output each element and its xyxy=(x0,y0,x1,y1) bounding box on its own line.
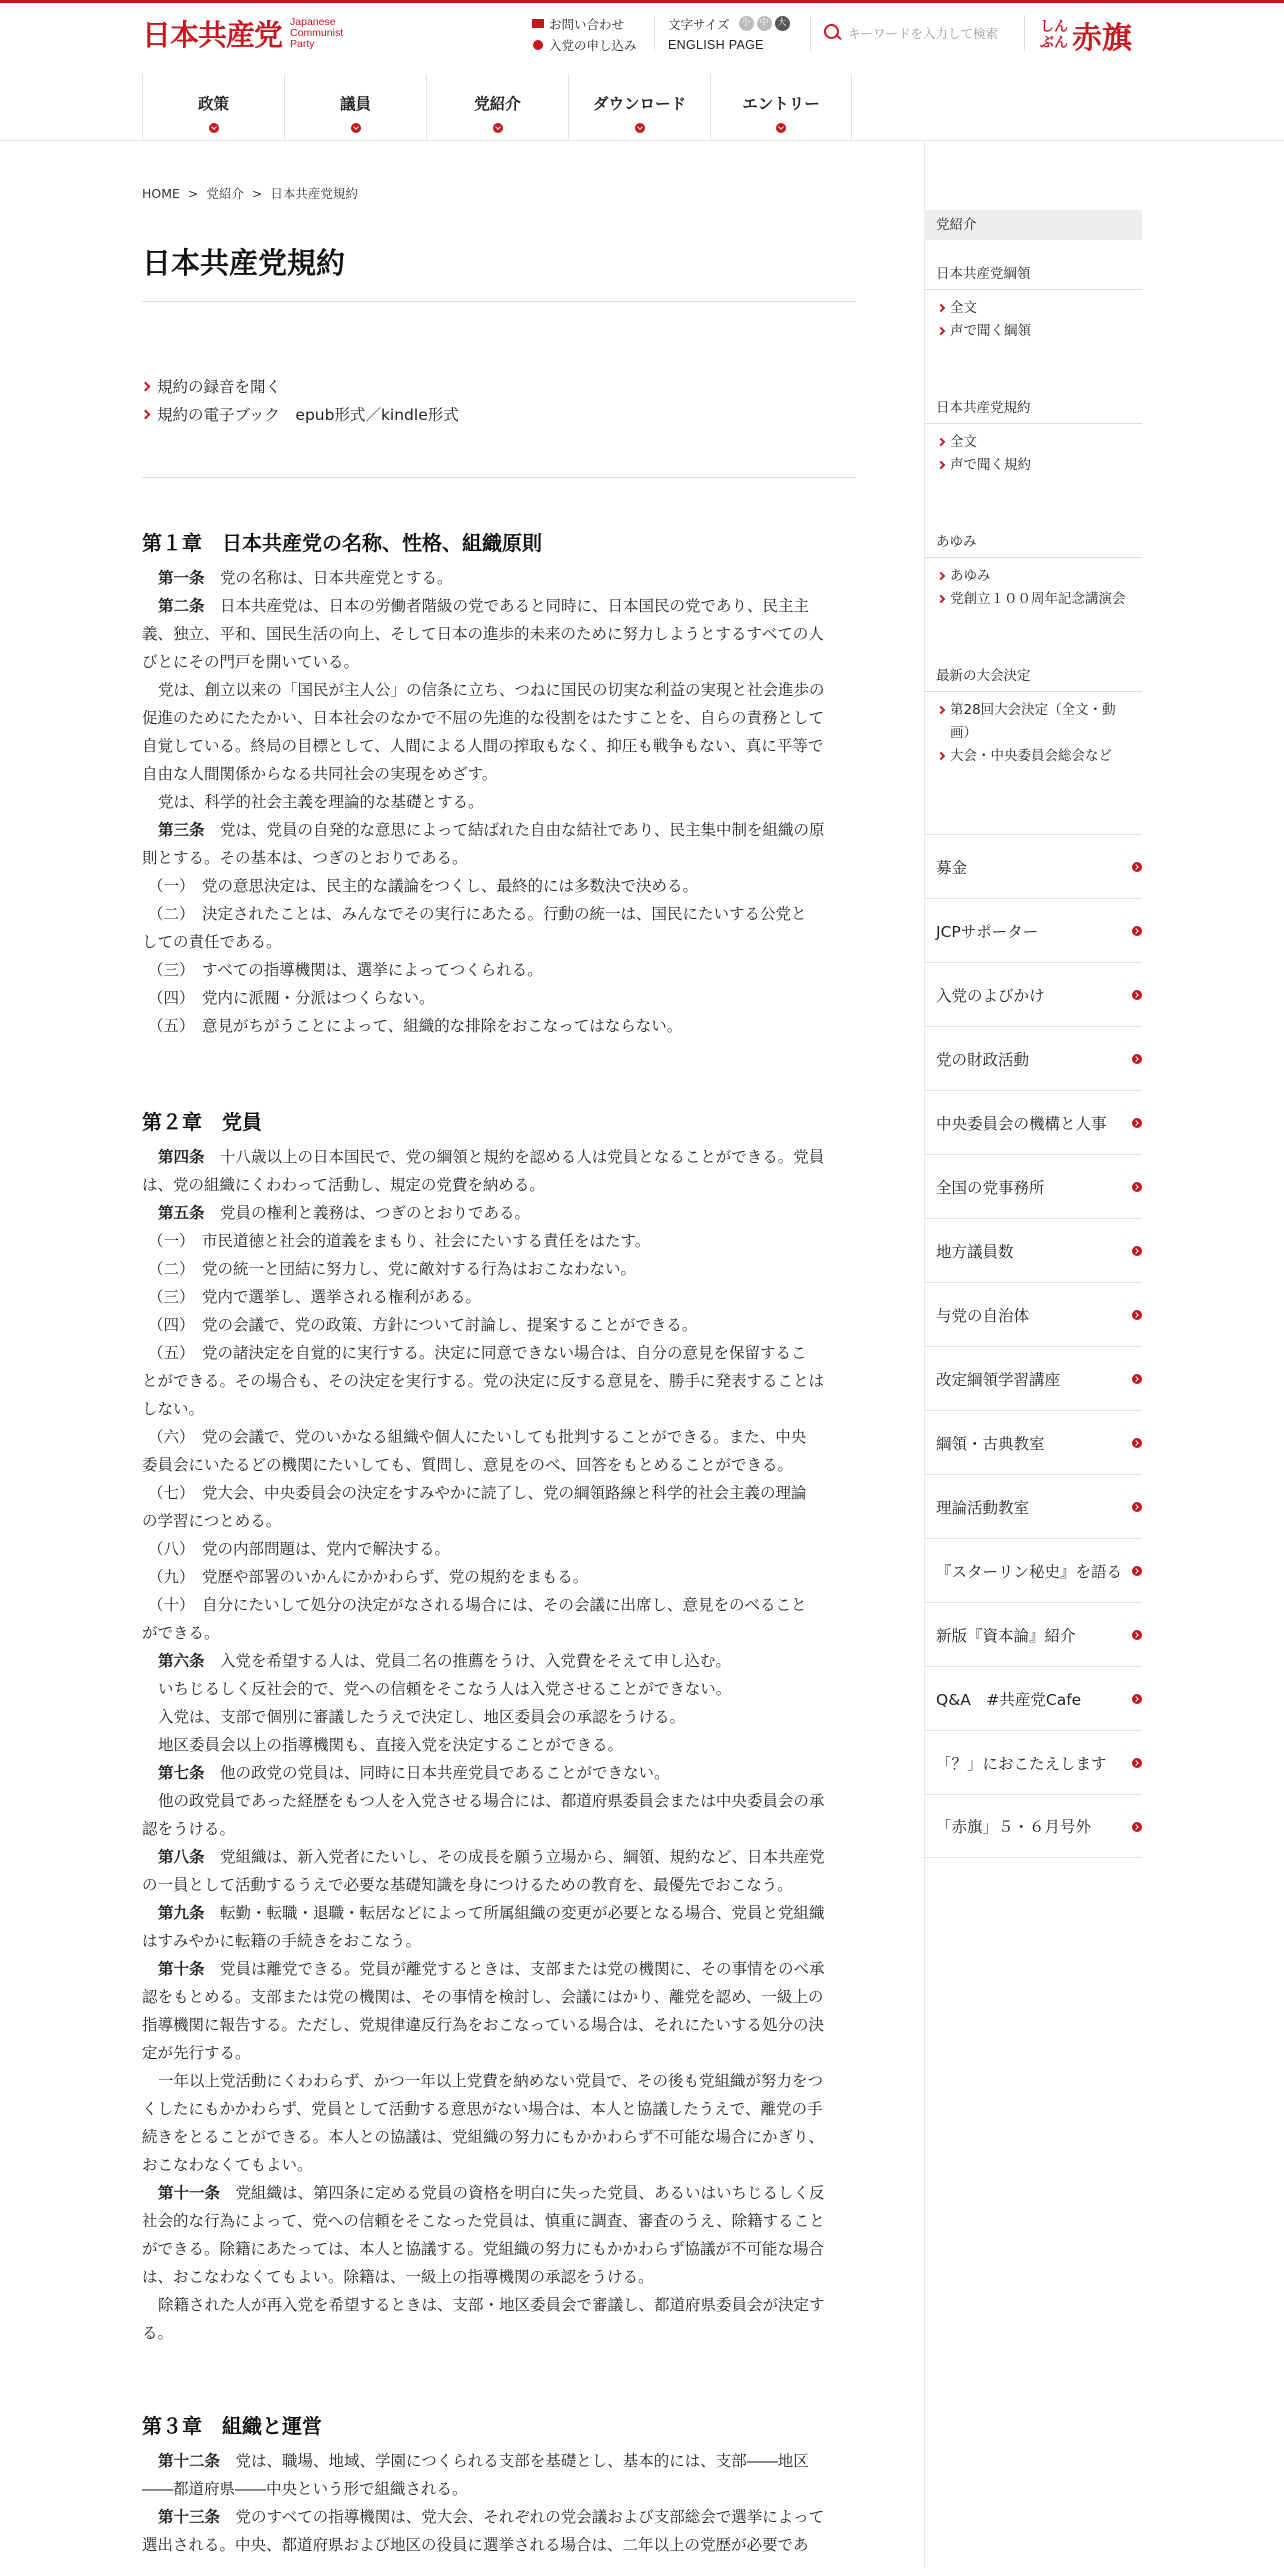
list-item: （八） 党の内部問題は、党内で解決する。 xyxy=(148,1540,451,1558)
paragraph: 地区委員会以上の指導機関も、直接入党を決定することができる。 xyxy=(158,1736,624,1754)
english-page-link[interactable]: ENGLISH PAGE xyxy=(668,37,764,52)
chevron-down-icon xyxy=(493,123,503,133)
list-item: （五） 意見がちがうことによって、組織的な排除をおこなってはならない。 xyxy=(148,1017,683,1035)
sidebar-subitem[interactable]: 第28回大会決定（全文・動 画） xyxy=(938,699,1142,745)
nav-item-policy[interactable]: 政策 xyxy=(142,74,284,140)
arrow-circle-icon xyxy=(1132,926,1142,936)
nav-item-about[interactable]: 党紹介 xyxy=(426,74,568,140)
sidebar-menu-item[interactable]: 『スターリン秘史』を語る xyxy=(924,1538,1142,1602)
article: 第九条 転勤・転職・退職・転居などによって所属組織の変更が必要となる場合、党員と党組織 はすみやかに転籍の手続きをおこなう。 xyxy=(142,1904,825,1950)
paragraph: 党は、創立以来の「国民が主人公」の信条に立ち、つねに国民の切実な利益の実現と社会進歩の 促進のためにたたかい、日本社会のなかで不屈の先進的な役割をはたすことを、自らの責務として 自覚している。終局の目標として、人間による人間の搾取もなく、抑圧も戦争もない、真に平等で 自由な人間関係からなる共同社会の実現をめざす。 xyxy=(142,681,825,783)
chevron-down-icon xyxy=(351,123,361,133)
article: 第五条 党員の権利と義務は、つぎのとおりである。 xyxy=(158,1204,531,1222)
page-title: 日本共産党規約 xyxy=(142,246,346,280)
akahata-link[interactable] xyxy=(1040,13,1132,57)
sidebar-menu-item[interactable]: 理論活動教室 xyxy=(924,1474,1142,1538)
list-item: （四） 党内に派閥・分派はつくらない。 xyxy=(148,989,435,1007)
list-item: （一） 市民道徳と社会的道義をまもり、社会にたいする責任をはたす。 xyxy=(148,1232,651,1250)
sidebar-heading[interactable]: 党紹介 xyxy=(924,210,1142,240)
sidebar-menu-item[interactable]: 募金 xyxy=(924,834,1142,898)
sidebar-subitem[interactable]: あゆみ xyxy=(938,565,1142,588)
article: 第四条 十八歳以上の日本国民で、党の綱領と規約を認める人は党員となることができる。党員 は、党の組織にくわわって活動し、規定の党費を納める。 xyxy=(142,1148,825,1194)
font-size-large-button[interactable]: 大 xyxy=(775,16,790,31)
arrow-circle-icon xyxy=(1132,1630,1142,1640)
chapter-title: 第２章 党員 xyxy=(142,1110,262,1134)
chevron-right-icon xyxy=(937,706,945,714)
list-item: （十） 自分にたいして処分の決定がなされる場合には、その会議に出席し、意見をのべること ができる。 xyxy=(142,1596,807,1642)
arrow-circle-icon xyxy=(1132,1566,1142,1576)
chapter-title: 第１章 日本共産党の名称、性格、組織原則 xyxy=(142,531,542,555)
ebook-link[interactable]: 規約の電子ブック epub形式／kindle形式 xyxy=(142,400,459,428)
chevron-right-icon xyxy=(937,304,945,312)
sidebar-menu-item[interactable]: 与党の自治体 xyxy=(924,1282,1142,1346)
sidebar-menu-item[interactable]: 「赤旗」５・６月号外 xyxy=(924,1794,1142,1858)
chapter-1 xyxy=(142,524,856,1040)
arrow-circle-icon xyxy=(1132,1822,1142,1832)
arrow-circle-icon xyxy=(533,40,543,50)
arrow-circle-icon xyxy=(1132,1374,1142,1384)
header-divider xyxy=(810,15,811,51)
sidebar-menu-item[interactable]: 地方議員数 xyxy=(924,1218,1142,1282)
article: 第一条 党の名称は、日本共産党とする。 xyxy=(158,569,453,587)
search-input[interactable] xyxy=(848,26,1013,41)
font-size-control xyxy=(668,13,790,55)
chevron-right-icon xyxy=(937,572,945,580)
sidebar-menu-item[interactable]: JCPサポーター xyxy=(924,898,1142,962)
nav-item-members[interactable]: 議員 xyxy=(284,74,426,140)
sidebar-subitem[interactable]: 声で聞く綱領 xyxy=(938,320,1142,343)
sidebar-divider xyxy=(924,289,1142,290)
list-item: （三） すべての指導機関は、選挙によってつくられる。 xyxy=(148,961,543,979)
site-header xyxy=(0,3,1284,63)
arrow-circle-icon xyxy=(1132,1694,1142,1704)
chevron-right-icon xyxy=(937,438,945,446)
list-item: （三） 党内で選挙し、選挙される権利がある。 xyxy=(148,1288,482,1306)
paragraph: 党は、科学的社会主義を理論的な基礎とする。 xyxy=(158,793,484,811)
chapter-3 xyxy=(142,2407,856,2559)
nav-item-download[interactable]: ダウンロード xyxy=(568,74,710,140)
search-icon[interactable] xyxy=(824,24,842,42)
sidebar-subitem[interactable]: 大会・中央委員会総会など xyxy=(938,745,1142,768)
breadcrumb: HOME > 党紹介 > 日本共産党規約 xyxy=(142,186,358,201)
nav-item-entry[interactable]: エントリー xyxy=(710,74,852,140)
sidebar-group-title[interactable]: 日本共産党綱領 xyxy=(936,266,1031,282)
chevron-down-icon xyxy=(209,123,219,133)
font-size-label: 文字サイズ xyxy=(668,16,730,32)
logo-en: Japanese Communist Party xyxy=(290,16,344,50)
chevron-down-icon xyxy=(776,123,786,133)
resource-links xyxy=(142,372,459,428)
article: 第十一条 党組織は、第四条に定める党員の資格を明白に失った党員、あるいはいちじるしく反 社会的な行為によって、党への信頼をそこなった党員は、慎重に調査、審査のうえ、除籍すること ができる。除籍にあたっては、本人と協議する。党組織の努力にもかかわらず協議が不可能な場合 は、おこなわなくてもよい。除籍は、一級上の指導機関の承認をうける。 xyxy=(142,2184,825,2286)
article: 第八条 党組織は、新入党者にたいし、その成長を願う立場から、綱領、規約など、日本共産党 の一員として活動するうえで必要な基礎知識を身につけるための教育を、最優先でおこなう。 xyxy=(142,1848,825,1894)
article: 第三条 党は、党員の自発的な意思によって結ばれた自由な結社であり、民主集中制を組織の原 則とする。その基本は、つぎのとおりである。 xyxy=(142,821,825,867)
sidebar-menu xyxy=(924,834,1142,1858)
paragraph: 入党は、支部で個別に審議したうえで決定し、地区委員会の承認をうける。 xyxy=(158,1708,686,1726)
article: 第二条 日本共産党は、日本の労働者階級の党であると同時に、日本国民の党であり、民主主 義、独立、平和、国民生活の向上、そして日本の進歩的未来のために努力しようとするすべての人 びとにその門戸を開いている。 xyxy=(142,597,824,671)
article: 第六条 入党を希望する人は、党員二名の推薦をうけ、入党費をそえて申し込む。 xyxy=(158,1652,731,1670)
sidebar-sublist xyxy=(938,297,1142,343)
list-item: （四） 党の会議で、党の政策、方針について討論し、提案することができる。 xyxy=(148,1316,698,1334)
title-divider xyxy=(142,301,856,302)
article: 第十条 党員は離党できる。党員が離党するときは、支部または党の機関に、その事情をのべ承 認をもとめる。支部または党の機関は、その事情を検討し、会議にはかり、離党を認め、一級上の 指導機関に報告する。ただし、党規律違反行為をおこなっている場合は、それにたいする処分の決 定が先行する。 xyxy=(142,1960,825,2062)
logo-jp: 日本共産党 xyxy=(142,18,283,52)
arrow-circle-icon xyxy=(1132,1054,1142,1064)
akahata-logo-text: 赤旗 xyxy=(1072,21,1132,56)
list-item: （一） 党の意思決定は、民主的な議論をつくし、最終的には多数決で決める。 xyxy=(148,877,699,895)
sidebar-subitem[interactable]: 党創立１００周年記念講演会 xyxy=(938,588,1142,611)
arrow-circle-icon xyxy=(1132,1118,1142,1128)
paragraph: 他の政党員であった経歴をもつ人を入党させる場合には、都道府県委員会または中央委員会の承 認をうける。 xyxy=(142,1792,825,1838)
header-divider xyxy=(1024,15,1025,51)
font-size-medium-button[interactable]: 中 xyxy=(757,16,772,31)
sidebar-menu-item[interactable]: 改定綱領学習講座 xyxy=(924,1346,1142,1410)
sidebar-menu-item[interactable]: 「？」におこたえします xyxy=(924,1730,1142,1794)
sidebar-subitem[interactable]: 全文 xyxy=(938,297,1142,320)
sidebar-menu-item[interactable]: 新版『資本論』紹介 xyxy=(924,1602,1142,1666)
search-box xyxy=(824,19,1014,47)
join-link[interactable]: 入党の申し込み xyxy=(532,34,637,55)
arrow-circle-icon xyxy=(1132,1758,1142,1768)
nav-divider xyxy=(0,140,1284,141)
site-logo[interactable] xyxy=(142,13,343,54)
paragraph: 一年以上党活動にくわわらず、かつ一年以上党費を納めない党員で、その後も党組織が努力をつ くしたにもかかわらず、党員として活動する意思がない場合は、本人と協議したうえで、離党の手 続きをとることができる。本人との協議は、党組織の努力にもかかわらず不可能な場合にかぎり、 おこなわなくてもよい。 xyxy=(142,2072,825,2174)
sidebar-menu-item[interactable]: 綱領・古典教室 xyxy=(924,1410,1142,1474)
list-item: （五） 党の諸決定を自覚的に実行する。決定に同意できない場合は、自分の意見を保留するこ とができる。その場合も、その決定を実行する。党の決定に反する意見を、勝手に発表することは しない。 xyxy=(142,1344,825,1418)
sidebar-menu-item[interactable]: 入党のよびかけ xyxy=(924,962,1142,1026)
arrow-circle-icon xyxy=(1132,990,1142,1000)
article: 第十二条 党は、職場、地域、学園につくられる支部を基礎とし、基本的には、支部――地区 ――都道府県――中央という形で組織される。 xyxy=(142,2452,809,2498)
sidebar-group-title[interactable]: あゆみ xyxy=(936,534,977,550)
sidebar-divider xyxy=(924,557,1142,558)
arrow-circle-icon xyxy=(1132,1182,1142,1192)
sidebar-sublist xyxy=(938,565,1142,611)
chevron-down-icon xyxy=(635,123,645,133)
list-item: （二） 党の統一と団結に努力し、党に敵対する行為はおこなわない。 xyxy=(148,1260,637,1278)
sidebar-menu-item[interactable]: 党の財政活動 xyxy=(924,1026,1142,1090)
arrow-circle-icon xyxy=(1132,1502,1142,1512)
arrow-circle-icon xyxy=(1132,862,1142,872)
arrow-circle-icon xyxy=(1132,1310,1142,1320)
contact-link[interactable]: お問い合わせ xyxy=(532,13,637,34)
main-nav xyxy=(142,74,852,140)
chevron-right-icon xyxy=(141,409,151,419)
sidebar-menu-item[interactable]: Q&A #共産党Cafe xyxy=(924,1666,1142,1730)
sidebar-sublist xyxy=(938,431,1142,477)
chevron-right-icon xyxy=(937,752,945,760)
sidebar-sublist xyxy=(938,699,1142,768)
chevron-right-icon xyxy=(937,461,945,469)
list-item: （九） 党歴や部署のいかんにかかわらず、党の規約をまもる。 xyxy=(148,1568,589,1586)
chevron-right-icon xyxy=(141,381,151,391)
akahata-small-text: しん ぶん xyxy=(1040,19,1068,51)
chapter-title: 第３章 組織と運営 xyxy=(142,2414,322,2438)
chapter-2 xyxy=(142,1103,856,2347)
sidebar-divider xyxy=(924,691,1142,692)
sidebar-subitem[interactable]: 全文 xyxy=(938,431,1142,454)
sidebar-menu-item[interactable]: 全国の党事務所 xyxy=(924,1154,1142,1218)
font-size-small-button[interactable]: 小 xyxy=(739,16,754,31)
chevron-right-icon xyxy=(937,327,945,335)
paragraph: 除籍された人が再入党を希望するときは、支部・地区委員会で審議し、都道府県委員会が決定す る。 xyxy=(142,2296,825,2342)
sidebar-divider xyxy=(924,423,1142,424)
sidebar-menu-item[interactable]: 中央委員会の機構と人事 xyxy=(924,1090,1142,1154)
utility-links xyxy=(532,13,637,55)
sidebar-group-title[interactable]: 最新の大会決定 xyxy=(936,668,1031,684)
paragraph: いちじるしく反社会的で、党への信頼をそこなう人は入党させることができない。 xyxy=(158,1680,732,1698)
audio-link[interactable]: 規約の録音を聞く xyxy=(142,372,459,400)
list-item: （六） 党の会議で、党のいかなる組織や個人にたいしても批判することができる。また、中央 委員会にいたるどの機関にたいしても、質問し、意見をのべ、回答をもとめることができる。 xyxy=(142,1428,807,1474)
list-item: （七） 党大会、中央委員会の決定をすみやかに読了し、党の綱領路線と科学的社会主義の理論 の学習につとめる。 xyxy=(142,1484,807,1530)
breadcrumb-current: 日本共産党規約 xyxy=(270,186,358,201)
sidebar-subitem[interactable]: 声で聞く規約 xyxy=(938,454,1142,477)
mail-icon xyxy=(532,19,544,28)
sidebar-group-title[interactable]: 日本共産党規約 xyxy=(936,400,1031,416)
arrow-circle-icon xyxy=(1132,1246,1142,1256)
list-item: （二） 決定されたことは、みんなでその実行にあたる。行動の統一は、国民にたいする公党と しての責任である。 xyxy=(142,905,807,951)
header-divider xyxy=(654,15,655,51)
article: 第七条 他の政党の党員は、同時に日本共産党員であることができない。 xyxy=(158,1764,670,1782)
breadcrumb-section[interactable]: 党紹介 xyxy=(206,186,244,201)
article: 第十三条 党のすべての指導機関は、党大会、それぞれの党会議および支部総会で選挙によって 選出される。中央、都道府県および地区の役員に選挙される場合は、二年以上の党歴が必要であ xyxy=(142,2508,825,2554)
chevron-right-icon xyxy=(937,595,945,603)
breadcrumb-home[interactable]: HOME xyxy=(142,186,180,201)
links-divider xyxy=(142,477,856,478)
arrow-circle-icon xyxy=(1132,1438,1142,1448)
